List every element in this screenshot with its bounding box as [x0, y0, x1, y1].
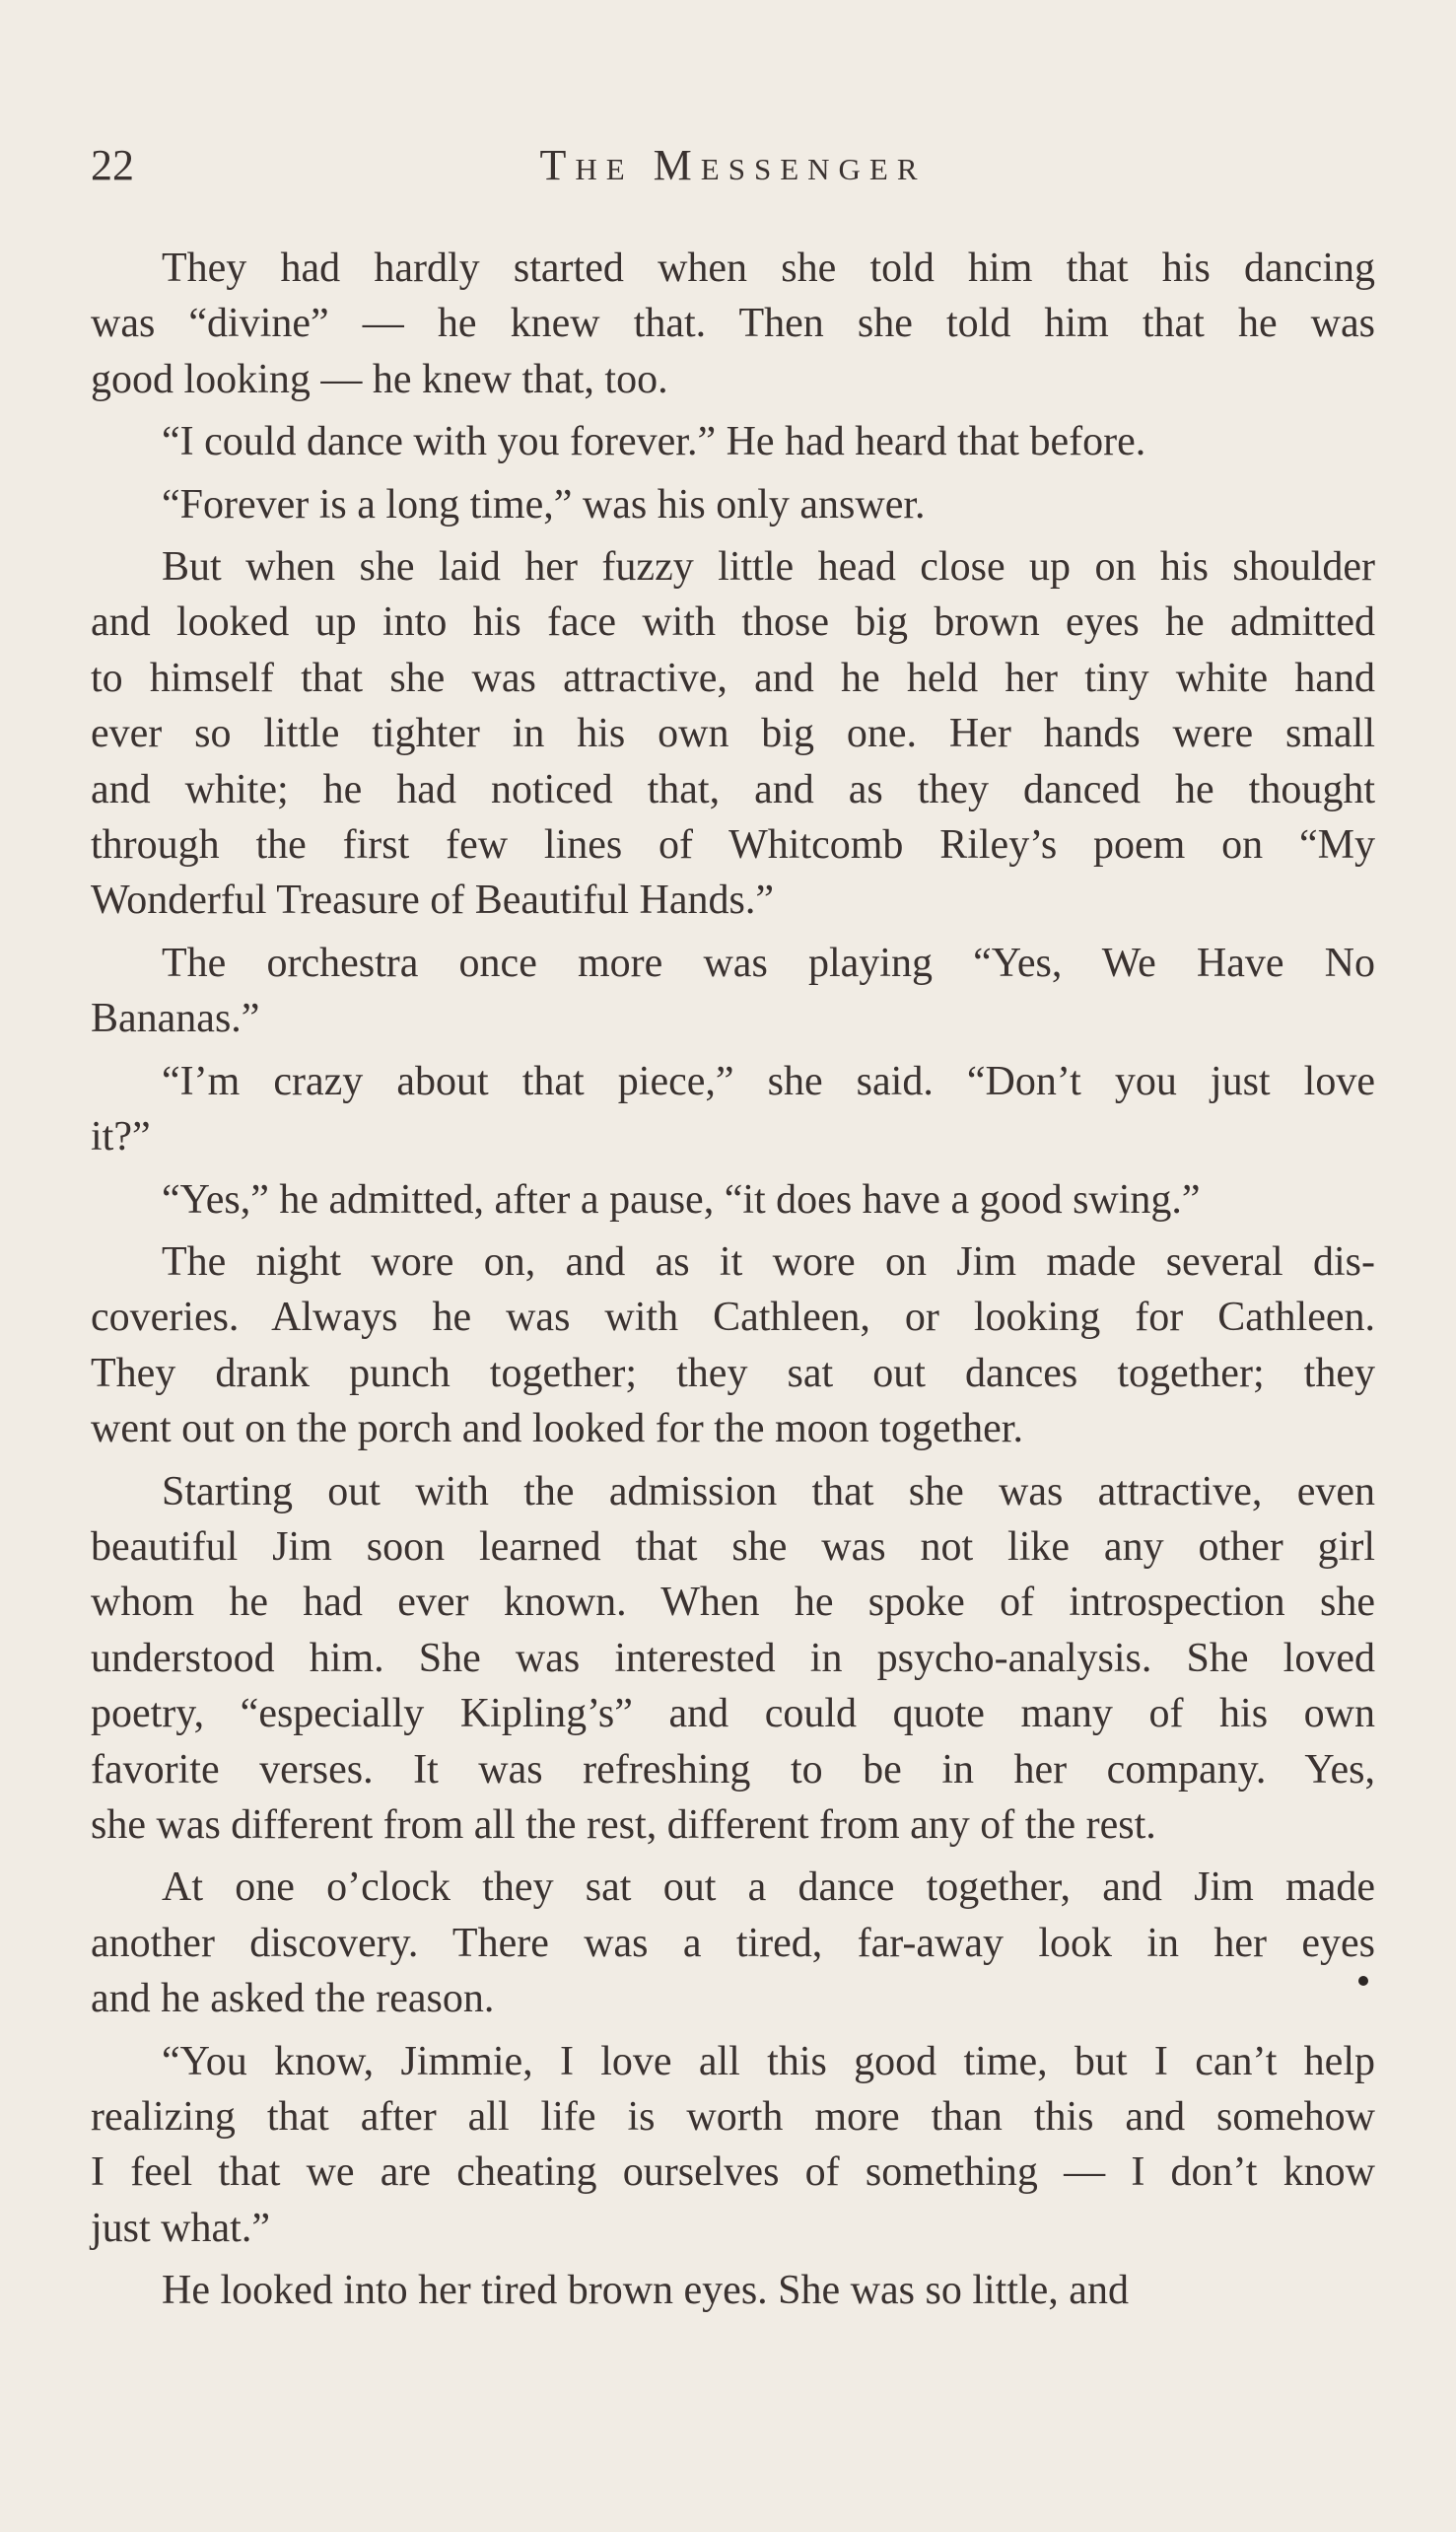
text-line: Starting out with the admission that she was attractive, even: [162, 1468, 1375, 1514]
text-line: “I could dance with you forever.” He had heard that before.: [162, 419, 1146, 465]
paragraph: [91, 477, 1375, 532]
text-line: another discovery. There was a tired, far-away look in her eyes: [91, 1920, 1375, 1966]
text-line: “Yes,” he admitted, after a pause, “it does have a good swing.”: [162, 1176, 1201, 1223]
text-line: it?”: [91, 1114, 151, 1160]
text-line: Wonderful Treasure of Beautiful Hands.”: [91, 878, 774, 924]
text-line: ever so little tighter in his own big one. Her hands were small: [91, 711, 1375, 757]
page-number: 22: [91, 141, 134, 189]
text-line: The night wore on, and as it wore on Jim made several dis-: [162, 1238, 1375, 1285]
text-line: favorite verses. It was refreshing to be in her company. Yes,: [91, 1746, 1375, 1793]
text-line: just what.”: [91, 2205, 270, 2251]
text-line: I feel that we are cheating ourselves of something — I don’t know: [91, 2149, 1375, 2196]
text-line: “I’m crazy about that piece,” she said. “Don’t you just love: [162, 1058, 1375, 1104]
text-line: The orchestra once more was playing “Yes, We Have No: [162, 940, 1375, 986]
text-line: she was different from all the rest, different from any of the rest.: [91, 1801, 1156, 1848]
text-line: and looked up into his face with those big brown eyes he admitted: [91, 599, 1375, 646]
body-text: [91, 241, 1375, 2326]
text-line: “You know, Jimmie, I love all this good time, but I can’t help: [162, 2038, 1375, 2084]
text-line: understood him. She was interested in psycho-analysis. She loved: [91, 1635, 1375, 1681]
text-line: At one o’clock they sat out a dance together, and Jim made: [162, 1864, 1375, 1911]
paragraph: [91, 936, 1375, 1047]
text-line: to himself that she was attractive, and he held her tiny white hand: [91, 655, 1375, 701]
text-line: and he asked the reason.: [91, 1976, 495, 2022]
paragraph: [91, 1234, 1375, 1457]
text-line: They drank punch together; they sat out dances together; they: [91, 1350, 1375, 1396]
paragraph: [91, 539, 1375, 929]
running-title: The Messenger: [539, 141, 927, 189]
text-line: and white; he had noticed that, and as they danced he thought: [91, 766, 1375, 812]
paragraph: [91, 2263, 1375, 2318]
text-line: But when she laid her fuzzy little head close up on his shoulder: [162, 544, 1375, 591]
text-line: good looking — he knew that, too.: [91, 356, 668, 402]
text-line: “Forever is a long time,” was his only answer.: [162, 481, 926, 528]
paragraph: [91, 1172, 1375, 1228]
paragraph: [91, 2034, 1375, 2257]
ink-mark: [1358, 1976, 1368, 1986]
paragraph: [91, 1054, 1375, 1165]
paragraph: [91, 241, 1375, 407]
paragraph: [91, 1860, 1375, 2026]
text-line: They had hardly started when she told him that his dancing: [162, 246, 1375, 291]
text-line: Bananas.”: [91, 996, 260, 1042]
text-line: was “divine” — he knew that. Then she told him that he was: [91, 301, 1375, 347]
paragraph: [91, 414, 1375, 469]
text-line: through the first few lines of Whitcomb Riley’s poem on “My: [91, 822, 1375, 869]
text-line: coveries. Always he was with Cathleen, or looking for Cathleen.: [91, 1295, 1375, 1341]
text-line: beautiful Jim soon learned that she was not like any other girl: [91, 1523, 1375, 1570]
text-line: went out on the porch and looked for the moon together.: [91, 1406, 1023, 1452]
text-line: whom he had ever known. When he spoke of introspection she: [91, 1580, 1375, 1626]
text-line: poetry, “especially Kipling’s” and could quote many of his own: [91, 1691, 1375, 1737]
page-header: [91, 138, 1375, 193]
paragraph: [91, 1464, 1375, 1854]
text-line: He looked into her tired brown eyes. She was so little, and: [162, 2268, 1129, 2314]
text-line: realizing that after all life is worth more than this and somehow: [91, 2094, 1375, 2140]
